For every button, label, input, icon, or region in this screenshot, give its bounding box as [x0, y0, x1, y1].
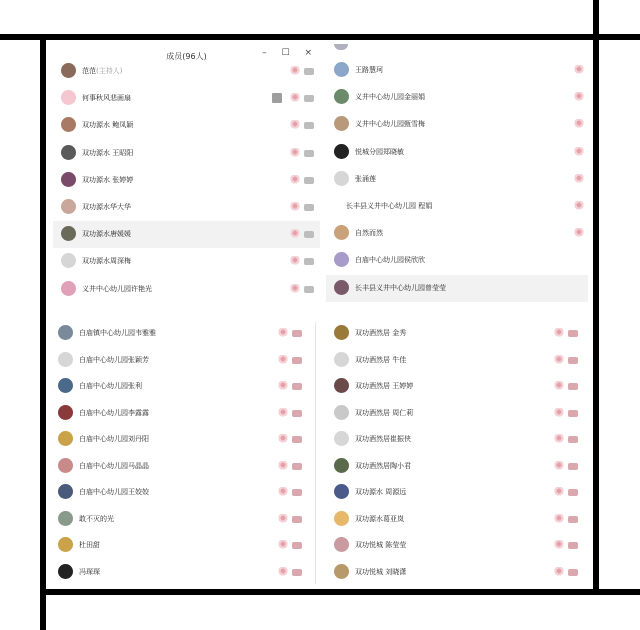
mic-muted-icon[interactable]: [554, 514, 564, 524]
mic-muted-icon[interactable]: [278, 355, 288, 365]
camera-off-icon[interactable]: [292, 383, 302, 390]
member-name-text: 双功源水周深梅: [82, 257, 131, 266]
member-name-text: 双功悦城 刘晓潇: [355, 567, 407, 576]
member-name-text: 白庙中心幼儿园马晶晶: [79, 461, 149, 470]
camera-off-icon[interactable]: [292, 463, 302, 470]
avatar: [58, 325, 73, 340]
member-name: [82, 66, 122, 76]
member-name: [355, 381, 413, 391]
camera-off-icon[interactable]: [304, 68, 314, 75]
member-panel-right: [326, 44, 588, 304]
avatar: [334, 564, 349, 579]
avatar: [334, 89, 349, 104]
member-row[interactable]: [50, 532, 312, 559]
member-name-text: 双功酒然居崔振侠: [355, 435, 411, 443]
mic-muted-icon[interactable]: [574, 92, 584, 102]
camera-off-icon[interactable]: [304, 95, 314, 102]
member-name: [79, 461, 149, 471]
camera-off-icon[interactable]: [292, 489, 302, 496]
member-row[interactable]: [326, 479, 588, 506]
mic-muted-icon[interactable]: [290, 229, 300, 239]
member-name: [355, 540, 406, 550]
member-name-text: 双功酒然居 王婷婷: [355, 382, 414, 390]
member-name: [355, 328, 406, 338]
member-row[interactable]: [53, 221, 320, 248]
member-panel-bottom-right: [326, 318, 588, 586]
member-name-text: 白庙镇中心幼儿园韦雅雅: [79, 329, 156, 337]
avatar: [334, 252, 349, 267]
camera-off-icon[interactable]: [292, 410, 302, 417]
mic-muted-icon[interactable]: [554, 434, 564, 444]
frame-right-bar: [593, 0, 599, 595]
member-name-text: 双功源水华大华: [82, 203, 131, 211]
mic-muted-icon[interactable]: [554, 381, 564, 391]
member-name: [82, 93, 131, 103]
member-name-text: 白庙中心幼儿园张利: [79, 382, 142, 390]
mic-muted-icon[interactable]: [554, 408, 564, 418]
member-name: [79, 434, 149, 444]
member-name: [82, 229, 131, 239]
avatar: [334, 171, 349, 186]
avatar: [334, 484, 349, 499]
member-name-text: 自然而然: [355, 229, 383, 238]
member-name-text: 义井中心幼儿园金丽娟: [355, 93, 425, 102]
camera-off-icon[interactable]: [292, 569, 302, 576]
mic-muted-icon[interactable]: [554, 461, 564, 471]
avatar: [334, 458, 349, 473]
member-name: [79, 567, 100, 577]
member-name-text: 双功源水 王昭阳: [82, 148, 134, 157]
member-name: [355, 65, 383, 75]
mic-muted-icon[interactable]: [278, 328, 288, 338]
member-row[interactable]: [50, 453, 312, 480]
mic-muted-icon[interactable]: [574, 119, 584, 129]
mic-muted-icon[interactable]: [290, 284, 300, 294]
mic-muted-icon[interactable]: [278, 381, 288, 391]
member-name: [355, 174, 376, 184]
member-row[interactable]: [326, 193, 588, 220]
member-name-text: 悦城分园郑晓敏: [355, 147, 404, 156]
avatar: [58, 564, 73, 579]
mic-muted-icon[interactable]: [574, 147, 584, 157]
member-row[interactable]: [53, 248, 320, 275]
member-row[interactable]: [53, 85, 320, 112]
member-name: [82, 256, 131, 266]
camera-off-icon[interactable]: [568, 542, 578, 549]
member-name-text: 双功悦城 陈莹莹: [355, 541, 407, 549]
avatar: [334, 352, 349, 367]
member-name: [355, 514, 404, 524]
member-row[interactable]: [53, 112, 320, 139]
member-name-text: 双功酒然居 牛佳: [355, 355, 407, 364]
member-row[interactable]: [50, 559, 312, 586]
mic-muted-icon[interactable]: [574, 201, 584, 211]
member-row[interactable]: [326, 166, 588, 193]
avatar: [61, 226, 76, 241]
mic-muted-icon[interactable]: [278, 434, 288, 444]
avatar: [334, 225, 349, 240]
camera-off-icon[interactable]: [304, 231, 314, 238]
camera-off-icon[interactable]: [568, 410, 578, 417]
mic-muted-icon[interactable]: [574, 65, 584, 75]
camera-off-icon[interactable]: [568, 436, 578, 443]
member-row[interactable]: [53, 167, 320, 194]
member-row[interactable]: [326, 57, 588, 84]
member-name: [79, 355, 149, 365]
member-name-text: 白庙中心幼儿园李露露: [79, 408, 149, 417]
avatar: [334, 116, 349, 131]
member-window-title: 成员(96人): [166, 52, 207, 61]
member-name-text: 杜田甜: [79, 541, 100, 549]
mic-muted-icon[interactable]: [278, 567, 288, 577]
avatar: [58, 378, 73, 393]
camera-off-icon[interactable]: [292, 436, 302, 443]
member-row[interactable]: [326, 247, 588, 274]
camera-off-icon[interactable]: [568, 569, 578, 576]
member-row[interactable]: [326, 275, 588, 302]
member-panel-bottom-left: [50, 318, 312, 586]
member-row[interactable]: [326, 347, 588, 374]
member-name: [82, 120, 133, 130]
member-name: [355, 255, 425, 265]
member-name: [82, 284, 152, 294]
member-row[interactable]: [326, 453, 588, 480]
avatar: [334, 62, 349, 77]
member-name: [355, 461, 411, 471]
member-name-text: 白庙中心幼儿园张颖芳: [79, 355, 149, 364]
mic-muted-icon[interactable]: [554, 487, 564, 497]
avatar: [58, 352, 73, 367]
avatar: [334, 378, 349, 393]
mic-muted-icon[interactable]: [290, 66, 300, 76]
member-name-text: 双功源水葛亚岚: [355, 514, 404, 523]
mic-muted-icon[interactable]: [290, 148, 300, 158]
camera-off-icon[interactable]: [304, 177, 314, 184]
mic-muted-icon[interactable]: [290, 175, 300, 185]
member-row[interactable]: [326, 139, 588, 166]
camera-off-icon[interactable]: [304, 258, 314, 265]
avatar: [334, 144, 349, 159]
avatar: [58, 405, 73, 420]
member-row[interactable]: [326, 559, 588, 586]
camera-off-icon[interactable]: [568, 516, 578, 523]
mic-muted-icon[interactable]: [278, 461, 288, 471]
member-name-text: 冯琛琛: [79, 567, 100, 576]
avatar: [334, 511, 349, 526]
mic-muted-icon[interactable]: [554, 355, 564, 365]
member-name: [82, 202, 131, 212]
host-role-label: (主持人): [96, 67, 123, 75]
mic-muted-icon[interactable]: [554, 540, 564, 550]
avatar: [334, 280, 349, 295]
member-name: [355, 228, 383, 238]
member-row[interactable]: [50, 400, 312, 427]
member-row[interactable]: [50, 347, 312, 374]
camera-off-icon[interactable]: [568, 463, 578, 470]
member-name: [355, 92, 425, 102]
member-name-text: 张涌莲: [355, 174, 376, 183]
window-controls[interactable]: – ☐ ×: [262, 48, 318, 58]
avatar: [61, 253, 76, 268]
partial-avatar: [334, 44, 348, 50]
avatar: [334, 431, 349, 446]
member-name-text: 王路慧珂: [355, 66, 383, 74]
avatar: [334, 537, 349, 552]
member-name: [346, 201, 432, 211]
avatar: [58, 458, 73, 473]
camera-off-icon[interactable]: [304, 122, 314, 129]
camera-off-icon[interactable]: [292, 516, 302, 523]
mic-muted-icon[interactable]: [554, 328, 564, 338]
member-row[interactable]: [326, 320, 588, 347]
member-row[interactable]: [326, 506, 588, 533]
member-name: [355, 283, 446, 293]
avatar: [334, 325, 349, 340]
member-name-text: 双功源水唐媛媛: [82, 230, 131, 239]
camera-off-icon[interactable]: [568, 383, 578, 390]
member-row[interactable]: [50, 426, 312, 453]
member-name-text: 白庙中心幼儿园侯欣欣: [355, 256, 425, 265]
member-name-text: 双功源水 张婷婷: [82, 175, 134, 184]
member-name: [79, 408, 149, 418]
member-name: [355, 119, 425, 129]
member-name-text: 义井中心幼儿园甄雪梅: [355, 120, 425, 129]
screen-share-icon[interactable]: [272, 93, 282, 103]
mic-muted-icon[interactable]: [574, 228, 584, 238]
member-name: [355, 567, 406, 577]
mic-muted-icon[interactable]: [278, 408, 288, 418]
member-name: [79, 381, 142, 391]
member-row[interactable]: [326, 400, 588, 427]
member-name: [355, 355, 406, 365]
mic-muted-icon[interactable]: [554, 567, 564, 577]
camera-off-icon[interactable]: [568, 357, 578, 364]
member-name: [79, 328, 156, 338]
mic-muted-icon[interactable]: [290, 120, 300, 130]
member-name: [355, 147, 404, 157]
avatar: [61, 117, 76, 132]
member-row[interactable]: [326, 373, 588, 400]
frame-left-bar: [40, 34, 46, 630]
camera-off-icon[interactable]: [568, 489, 578, 496]
avatar: [58, 511, 73, 526]
avatar: [334, 405, 349, 420]
panel-divider: [315, 322, 316, 584]
mic-muted-icon[interactable]: [290, 93, 300, 103]
member-name-text: 长丰县义井中心幼儿园 程娟: [346, 202, 433, 210]
mic-muted-icon[interactable]: [278, 514, 288, 524]
member-name-text: 双功酒然居 金秀: [355, 329, 407, 337]
avatar: [58, 537, 73, 552]
camera-off-icon[interactable]: [304, 286, 314, 293]
member-row[interactable]: [53, 194, 320, 221]
member-row[interactable]: [53, 58, 320, 85]
member-row[interactable]: [50, 506, 312, 533]
member-row[interactable]: [53, 276, 320, 303]
camera-off-icon[interactable]: [292, 542, 302, 549]
avatar: [61, 63, 76, 78]
mic-muted-icon[interactable]: [574, 174, 584, 184]
camera-off-icon[interactable]: [304, 204, 314, 211]
member-row[interactable]: [326, 84, 588, 111]
mic-muted-icon[interactable]: [290, 256, 300, 266]
member-row[interactable]: [326, 532, 588, 559]
member-name-text: 白庙中心幼儿园王姣姣: [79, 488, 149, 496]
member-name-text: 双功酒然居陶小君: [355, 461, 411, 470]
avatar: [61, 90, 76, 105]
member-name: [355, 408, 413, 418]
member-name-text: 长丰县义井中心幼儿园曾莹莹: [355, 283, 446, 292]
mic-muted-icon[interactable]: [278, 540, 288, 550]
member-name-text: 双功酒然居 周仁莉: [355, 408, 414, 417]
avatar: [61, 145, 76, 160]
member-row[interactable]: [326, 220, 588, 247]
member-name: [82, 175, 133, 185]
member-name-text: 双功源水 周源远: [355, 488, 407, 496]
avatar: [58, 431, 73, 446]
avatar: [58, 484, 73, 499]
member-row[interactable]: [53, 140, 320, 167]
member-row[interactable]: [326, 426, 588, 453]
member-row[interactable]: [50, 479, 312, 506]
avatar: [61, 199, 76, 214]
member-name: [79, 514, 114, 524]
member-name: [79, 487, 149, 497]
member-panel-left: [53, 44, 320, 304]
mic-muted-icon[interactable]: [278, 487, 288, 497]
frame-bottom-bar: [40, 589, 640, 595]
member-name: [82, 148, 133, 158]
mic-muted-icon[interactable]: [290, 202, 300, 212]
member-row[interactable]: [50, 320, 312, 347]
member-name-text: 双功源水 鲍凤颖: [82, 121, 134, 130]
member-row[interactable]: [326, 111, 588, 138]
member-row[interactable]: [50, 373, 312, 400]
member-name-text: 白庙中心幼儿园刘丹阳: [79, 435, 149, 443]
member-name-text: 何事秋风悲画扇: [82, 94, 131, 103]
frame-top-bar: [0, 34, 640, 40]
camera-off-icon[interactable]: [292, 330, 302, 337]
avatar: [61, 172, 76, 187]
member-name: [79, 540, 100, 550]
member-name: [355, 487, 406, 497]
camera-off-icon[interactable]: [568, 330, 578, 337]
member-name: [355, 434, 411, 444]
avatar: [61, 281, 76, 296]
member-name-text: 范范: [82, 67, 96, 75]
camera-off-icon[interactable]: [292, 357, 302, 364]
camera-off-icon[interactable]: [304, 150, 314, 157]
member-name-text: 敢不灭的光: [79, 514, 114, 523]
member-name-text: 义井中心幼儿园许艳光: [82, 284, 152, 293]
